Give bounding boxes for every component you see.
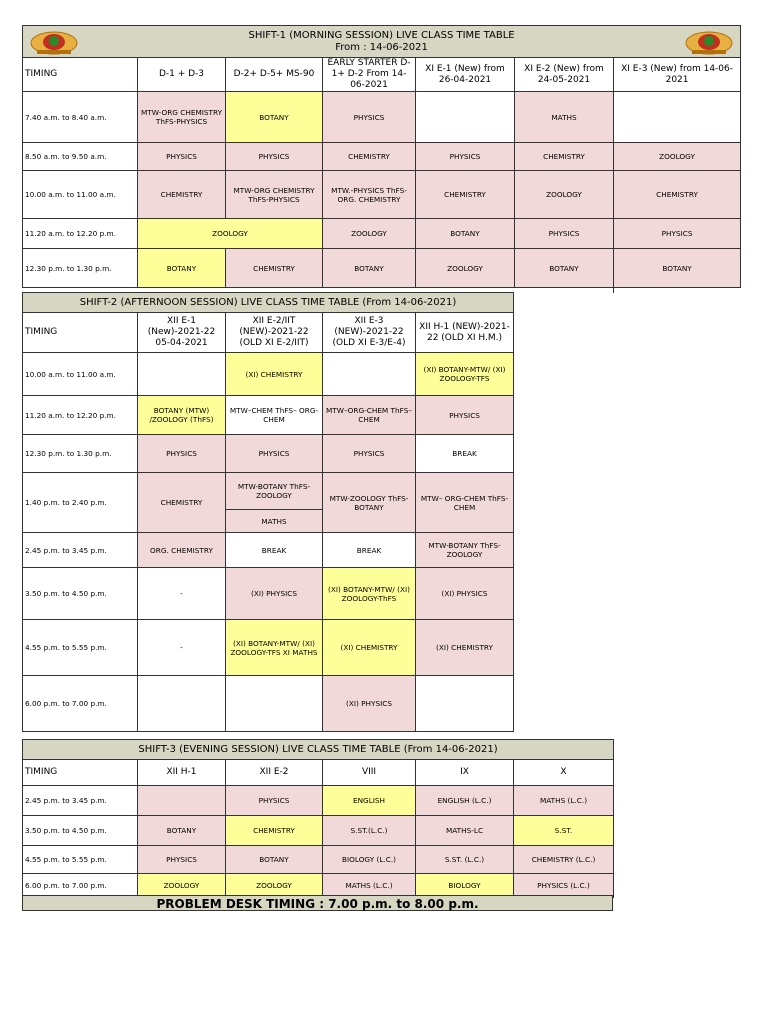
class-cell: BOTANY (MTW) /ZOOLOGY (ThFS) [138, 396, 226, 435]
class-cell: BOTANY [138, 249, 226, 288]
header-col: EARLY STARTER D-1+ D-2 From 14-06-2021 [323, 58, 416, 92]
problem-desk-footer: PROBLEM DESK TIMING : 7.00 p.m. to 8.00 p.m. [22, 895, 613, 911]
class-cell [416, 92, 515, 143]
table-row [23, 533, 514, 568]
shift1-table [22, 25, 741, 288]
shift1-title-line2: From : 14-06-2021 [335, 41, 428, 53]
table-row [23, 143, 741, 171]
class-cell: S.ST. (L.C.) [416, 846, 514, 874]
table-row [23, 676, 514, 732]
shift2-title: SHIFT-2 (AFTERNOON SESSION) LIVE CLASS TIME TABLE (From 14-06-2021) [23, 293, 514, 313]
class-cell: (XI) BOTANY-MTW/ (XI) ZOOLOGY-ThFS [323, 568, 416, 620]
table-row [23, 353, 514, 396]
shift1-title-line1: SHIFT-1 (MORNING SESSION) LIVE CLASS TIME TABLE [248, 29, 515, 41]
class-cell: ZOOLOGY [323, 219, 416, 249]
time-cell: 11.20 a.m. to 12.20 p.m. [23, 219, 138, 249]
time-cell: 6.00 p.m. to 7.00 p.m. [23, 874, 138, 898]
class-cell [138, 676, 226, 732]
class-cell: CHEMISTRY [515, 143, 614, 171]
class-cell: BREAK [226, 533, 323, 568]
class-cell [614, 92, 741, 143]
header-col: XI E-1 (New) from 26-04-2021 [416, 58, 515, 92]
class-cell: PHYSICS [138, 435, 226, 473]
class-cell: S.ST.(L.C.) [323, 816, 416, 846]
table-row [23, 874, 614, 898]
table-row [23, 846, 614, 874]
header-col: D-2+ D-5+ MS-90 [226, 58, 323, 92]
class-cell: BOTANY [614, 249, 741, 288]
header-col: X [514, 760, 614, 786]
table-row [23, 92, 741, 143]
class-cell: BOTANY [515, 249, 614, 288]
class-cell: ZOOLOGY [614, 143, 741, 171]
class-cell: ENGLISH [323, 786, 416, 816]
class-cell: BOTANY [138, 816, 226, 846]
time-cell: 1.40 p.m. to 2.40 p.m. [23, 473, 138, 533]
class-cell [323, 353, 416, 396]
class-cell: (XI) PHYSICS [226, 568, 323, 620]
shift1-header-row [23, 58, 741, 92]
class-cell: MATHS (L.C.) [514, 786, 614, 816]
class-cell: BOTANY [226, 92, 323, 143]
class-cell: PHYSICS (L.C.) [514, 874, 614, 898]
header-col: VIII [323, 760, 416, 786]
table-row [23, 219, 741, 249]
time-cell: 3.50 p.m. to 4.50 p.m. [23, 816, 138, 846]
class-cell: ZOOLOGY [416, 249, 515, 288]
shift2-table [22, 292, 514, 732]
class-cell: MATHS-LC [416, 816, 514, 846]
table-row [23, 435, 514, 473]
time-cell: 12.30 p.m. to 1.30 p.m. [23, 435, 138, 473]
class-cell: S.ST. [514, 816, 614, 846]
class-cell: BIOLOGY (L.C.) [323, 846, 416, 874]
class-cell: MATHS (L.C.) [323, 874, 416, 898]
class-cell: ZOOLOGY [515, 171, 614, 219]
shift1-title [23, 26, 741, 58]
class-cell: MATHS [515, 92, 614, 143]
header-col: XII E-2/IIT (NEW)-2021-22 (OLD XI E-2/IIT) [226, 313, 323, 353]
header-col: XII E-1 (New)-2021-22 05-04-2021 [138, 313, 226, 353]
class-cell: (XI) CHEMISTRY [416, 620, 514, 676]
table-row [23, 396, 514, 435]
table-row [23, 816, 614, 846]
class-cell: BREAK [416, 435, 514, 473]
time-cell: 10.00 a.m. to 11.00 a.m. [23, 353, 138, 396]
header-timing: TIMING [23, 58, 138, 92]
class-cell: (XI) CHEMISTRY [323, 620, 416, 676]
class-cell: BIOLOGY [416, 874, 514, 898]
class-cell [138, 353, 226, 396]
class-cell: MTW–ORG-CHEM ThFS–CHEM [323, 396, 416, 435]
class-cell: (XI) PHYSICS [323, 676, 416, 732]
class-cell: BREAK [323, 533, 416, 568]
time-cell: 8.50 a.m. to 9.50 a.m. [23, 143, 138, 171]
header-col: D-1 + D-3 [138, 58, 226, 92]
class-cell: - [138, 620, 226, 676]
class-cell: MTW– ORG-CHEM ThFS-CHEM [416, 473, 514, 533]
time-cell: 10.00 a.m. to 11.00 a.m. [23, 171, 138, 219]
class-cell: MTW-BOTANY ThFS-ZOOLOGY [226, 473, 323, 510]
class-cell: ZOOLOGY [138, 219, 323, 249]
class-cell: BOTANY [323, 249, 416, 288]
class-cell: CHEMISTRY [323, 143, 416, 171]
header-col: XII H-1 (NEW)-2021-22 (OLD XI H.M.) [416, 313, 514, 353]
class-cell: - [138, 568, 226, 620]
class-cell: PHYSICS [416, 396, 514, 435]
class-cell: BOTANY [226, 846, 323, 874]
class-cell: CHEMISTRY [138, 473, 226, 533]
class-cell: PHYSICS [226, 786, 323, 816]
table-row [23, 249, 741, 288]
table-row [23, 473, 514, 510]
class-cell: PHYSICS [323, 92, 416, 143]
time-cell: 2.45 p.m. to 3.45 p.m. [23, 786, 138, 816]
shift3-table [22, 739, 614, 898]
time-cell: 3.50 p.m. to 4.50 p.m. [23, 568, 138, 620]
class-cell: PHYSICS [226, 143, 323, 171]
shift3-title: SHIFT-3 (EVENING SESSION) LIVE CLASS TIME TABLE (From 14-06-2021) [23, 740, 614, 760]
table-row [23, 171, 741, 219]
institute-logo-icon [29, 29, 79, 55]
class-cell: MTW-BOTANY ThFS-ZOOLOGY [416, 533, 514, 568]
class-cell: BOTANY [416, 219, 515, 249]
class-cell: (XI) CHEMISTRY [226, 353, 323, 396]
shift2-header-row [23, 313, 514, 353]
table-row [23, 786, 614, 816]
class-cell: PHYSICS [138, 846, 226, 874]
class-cell: CHEMISTRY (L.C.) [514, 846, 614, 874]
class-cell: ZOOLOGY [226, 874, 323, 898]
time-cell: 2.45 p.m. to 3.45 p.m. [23, 533, 138, 568]
table-row [23, 620, 514, 676]
header-col: XII E-2 [226, 760, 323, 786]
header-col: XII H-1 [138, 760, 226, 786]
class-cell: ZOOLOGY [138, 874, 226, 898]
class-cell: MTW-ZOOLOGY ThFS-BOTANY [323, 473, 416, 533]
class-cell: MTW-ORG CHEMISTRY ThFS-PHYSICS [226, 171, 323, 219]
time-cell: 6.00 p.m. to 7.00 p.m. [23, 676, 138, 732]
class-cell: CHEMISTRY [416, 171, 515, 219]
class-cell: MTW–CHEM ThFS– ORG-CHEM [226, 396, 323, 435]
header-col: IX [416, 760, 514, 786]
class-cell: MTW.-PHYSICS ThFS-ORG. CHEMISTRY [323, 171, 416, 219]
time-cell: 11.20 a.m. to 12.20 p.m. [23, 396, 138, 435]
header-timing: TIMING [23, 760, 138, 786]
divider [613, 286, 614, 293]
institute-logo-icon [684, 29, 734, 55]
class-cell: PHYSICS [226, 435, 323, 473]
class-cell: PHYSICS [416, 143, 515, 171]
shift3-header-row [23, 760, 614, 786]
header-timing: TIMING [23, 313, 138, 353]
class-cell [138, 786, 226, 816]
class-cell: CHEMISTRY [614, 171, 741, 219]
header-col: XII E-3 (NEW)-2021-22 (OLD XI E-3/E-4) [323, 313, 416, 353]
table-row [23, 568, 514, 620]
header-col: XI E-2 (New) from 24-05-2021 [515, 58, 614, 92]
class-cell: MTW-ORG CHEMISTRY ThFS-PHYSICS [138, 92, 226, 143]
class-cell: (XI) BOTANY-MTW/ (XI) ZOOLOGY-TFS XI MATHS [226, 620, 323, 676]
class-cell: PHYSICS [614, 219, 741, 249]
class-cell: ORG. CHEMISTRY [138, 533, 226, 568]
time-cell: 12.30 p.m. to 1.30 p.m. [23, 249, 138, 288]
class-cell: (XI) PHYSICS [416, 568, 514, 620]
time-cell: 4.55 p.m. to 5.55 p.m. [23, 846, 138, 874]
class-cell: PHYSICS [515, 219, 614, 249]
class-cell: CHEMISTRY [138, 171, 226, 219]
class-cell: MATHS [226, 510, 323, 533]
class-cell [226, 676, 323, 732]
class-cell [416, 676, 514, 732]
class-cell: CHEMISTRY [226, 249, 323, 288]
class-cell: (XI) BOTANY-MTW/ (XI) ZOOLOGY-TFS [416, 353, 514, 396]
time-cell: 7.40 a.m. to 8.40 a.m. [23, 92, 138, 143]
time-cell: 4.55 p.m. to 5.55 p.m. [23, 620, 138, 676]
class-cell: ENGLISH (L.C.) [416, 786, 514, 816]
class-cell: PHYSICS [323, 435, 416, 473]
header-col: XI E-3 (New) from 14-06-2021 [614, 58, 741, 92]
class-cell: PHYSICS [138, 143, 226, 171]
class-cell: CHEMISTRY [226, 816, 323, 846]
